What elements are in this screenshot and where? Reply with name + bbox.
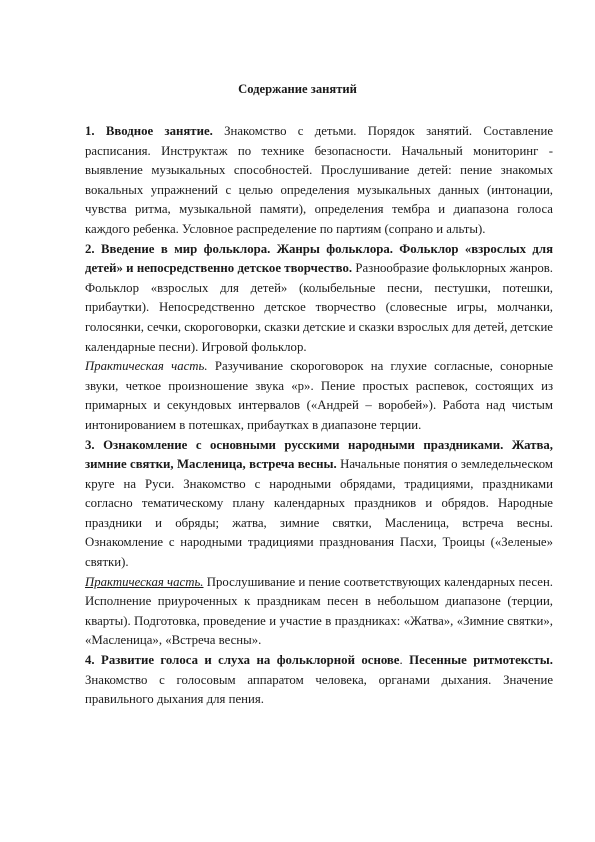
- section-1-paragraph: [85, 122, 553, 240]
- document-body: [85, 122, 553, 710]
- page-title: Содержание занятий: [238, 82, 357, 96]
- section-4-text: Знакомство с голосовым аппаратом человека, органами дыхания. Значение правильного дыхания для пения.: [85, 672, 553, 707]
- section-1-heading: 1. Вводное занятие.: [85, 124, 213, 138]
- section-4-paragraph: [85, 651, 553, 710]
- section-4-separator: .: [399, 653, 410, 668]
- section-2-text: Разнообразие фольклорных жанров. Фольклор «взрослых для детей» (колыбельные песни, пестушки, потешки, прибаутки). Непосредственно детское творчество (словесные игры, молчанки, голосянки, сечки, скороговорки, сказки детские и сказки взрослых для детей, детские календарные песни). Игровой фольклор.: [85, 261, 553, 354]
- section-3-practice-paragraph: [85, 573, 553, 651]
- section-2-practice-paragraph: [85, 357, 553, 435]
- section-3-practice-text: Прослушивание и пение соответствующих календарных песен. Исполнение приуроченных к праздникам песен в небольшом диапазоне (терции, кварты). Подготовка, проведение и участие в праздниках: «Жатва», «Зимние святки», «Масленица», «Встреча весны».: [85, 574, 553, 648]
- section-3-text: Начальные понятия о земледельческом круге на Руси. Знакомство с народными обрядами, традициями, праздниками согласно тематическому плану календарных праздников и обрядов. Народные праздники и обряды; жатва, зимние святки, Масленица, встреча весны. Ознакомление с народными традициями празднования Пасхи, Троицы («Зеленые» святки).: [85, 457, 553, 570]
- section-3-paragraph: [85, 436, 553, 573]
- section-2-practice-text: Разучивание скороговорок на глухие согласные, сонорные звуки, четкое произношение звука «р». Пение простых распевок, состоящих из примарных и секундовых интервалов («Андрей – воробей»). Работа над чистым интонированием в потешках, прибаутках в диапазоне терции.: [85, 359, 554, 432]
- section-4-subheading: Песенные ритмотексты.: [409, 653, 553, 668]
- section-2-paragraph: [85, 240, 553, 358]
- section-2-heading: 2. Введение в мир фольклора. Жанры фольклора. Фольклор «взрослых для детей» и непосредственно детское творчество.: [85, 241, 553, 276]
- section-2-practice-label: Практическая часть.: [85, 359, 208, 374]
- section-3-heading: 3. Ознакомление с основными русскими народными праздниками. Жатва, зимние святки, Масленица, встреча весны.: [85, 437, 553, 472]
- section-4-heading: 4. Развитие голоса и слуха на фольклорной основе: [85, 653, 400, 668]
- section-1-text: Знакомство с детьми. Порядок занятий. Составление расписания. Инструктаж по технике безопасности. Начальный мониторинг - выявление музыкальных способностей. Прослушивание детей: пение знакомых вокальных упражнений с целью определения музыкальных данных (интонации, чувства ритма, музыкальной памяти), определения тембра и диапазона голоса каждого ребенка. Условное распределение по партиям (сопрано и альты).: [85, 124, 553, 236]
- section-3-practice-label: Практическая часть.: [85, 574, 204, 589]
